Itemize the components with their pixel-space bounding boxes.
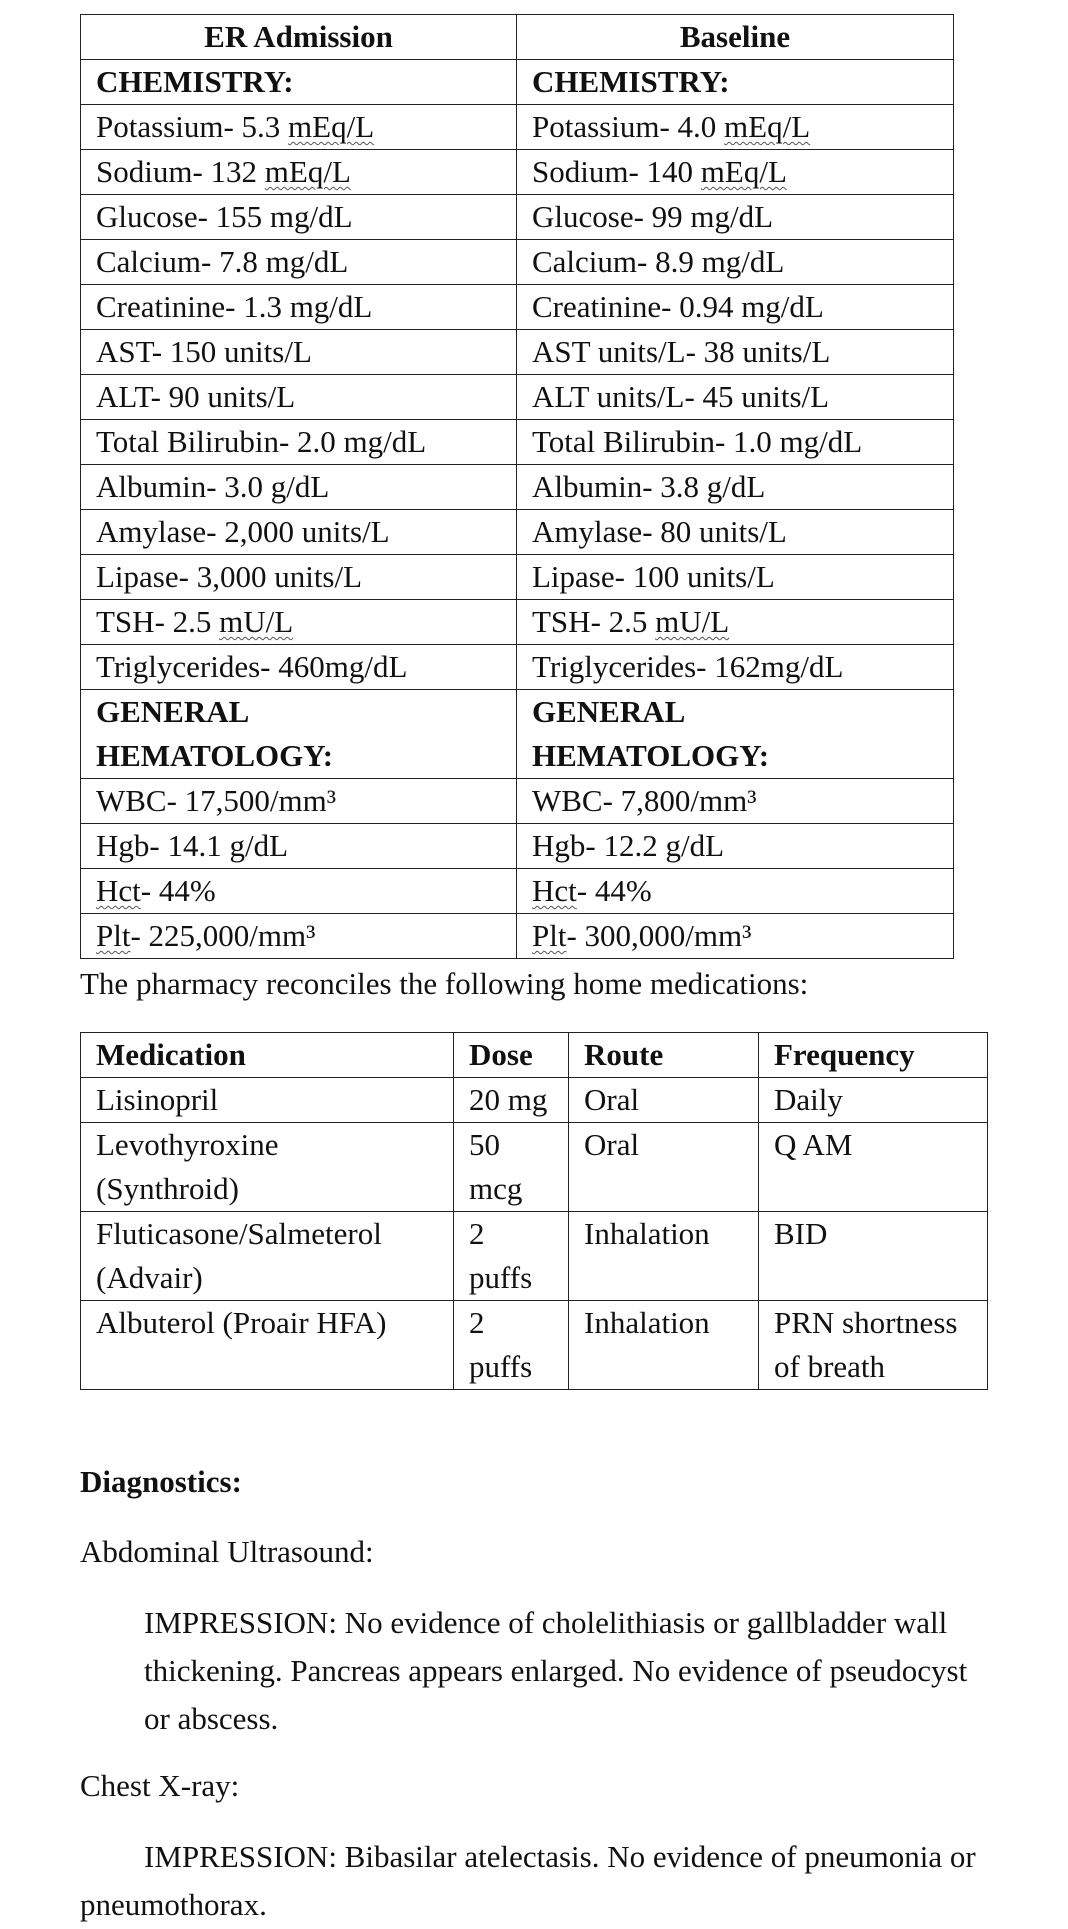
- medication-name: Levothyroxine: [96, 1127, 279, 1162]
- frequency-value: BID: [774, 1216, 828, 1251]
- lab-value-baseline: AST units/L- 38 units/L: [517, 330, 954, 375]
- table-row: [81, 375, 954, 420]
- lab-value-er: Amylase- 2,000 units/L: [81, 510, 517, 555]
- lab-text: - 44%: [576, 873, 652, 908]
- section-label: CHEMISTRY:: [517, 60, 954, 105]
- frequency-cell: [759, 1078, 988, 1123]
- lab-value-baseline: Albumin- 3.8 g/dL: [517, 465, 954, 510]
- medication-name: Lisinopril: [96, 1082, 219, 1117]
- lab-value-er: AST- 150 units/L: [81, 330, 517, 375]
- lab-value-baseline: WBC- 7,800/mm³: [517, 779, 954, 824]
- lab-values-table: [80, 14, 954, 959]
- lab-value-er: Albumin- 3.0 g/dL: [81, 465, 517, 510]
- lab-value-baseline: [517, 105, 954, 150]
- lab-value-er: Glucose- 155 mg/dL: [81, 195, 517, 240]
- section-label-line: GENERAL: [532, 694, 686, 729]
- lab-value-baseline: Glucose- 99 mg/dL: [517, 195, 954, 240]
- table-row: [81, 330, 954, 375]
- lab-text: TSH- 2.5: [96, 604, 220, 639]
- lab-value-er: Creatinine- 1.3 mg/dL: [81, 285, 517, 330]
- lab-value-er: ALT- 90 units/L: [81, 375, 517, 420]
- lab-unit: mU/L: [655, 604, 730, 639]
- lab-abbrev: Hct: [532, 873, 577, 908]
- table-row: [81, 1078, 988, 1123]
- section-label: [517, 690, 954, 779]
- frequency-value-cont: of breath: [774, 1349, 886, 1384]
- lab-text: - 225,000/mm³: [130, 918, 316, 953]
- lab-text: Sodium- 132: [96, 154, 265, 189]
- lab-value-baseline: ALT units/L- 45 units/L: [517, 375, 954, 420]
- lab-value-er: Hgb- 14.1 g/dL: [81, 824, 517, 869]
- lab-text: Potassium- 5.3: [96, 109, 289, 144]
- abdominal-ultrasound-label: Abdominal Ultrasound:: [80, 1534, 374, 1569]
- lab-value-er: [81, 105, 517, 150]
- frequency-value: PRN shortness: [774, 1305, 958, 1340]
- dose-cell: [454, 1123, 569, 1212]
- lab-value-er: [81, 600, 517, 645]
- lab-unit: mEq/L: [724, 109, 811, 144]
- table-row: [81, 285, 954, 330]
- dose-cell: [454, 1078, 569, 1123]
- lab-unit: mEq/L: [288, 109, 375, 144]
- table-row: [81, 1123, 988, 1212]
- medication-cell: [81, 1123, 454, 1212]
- lab-value-baseline: [517, 869, 954, 914]
- lab-value-baseline: [517, 914, 954, 959]
- lab-value-er: [81, 869, 517, 914]
- table-row: [81, 779, 954, 824]
- dose-value: 2: [469, 1305, 485, 1340]
- lab-value-baseline: [517, 600, 954, 645]
- lab-value-er: Total Bilirubin- 2.0 mg/dL: [81, 420, 517, 465]
- lab-value-er: WBC- 17,500/mm³: [81, 779, 517, 824]
- section-label-line: GENERAL: [96, 694, 250, 729]
- lab-value-baseline: Calcium- 8.9 mg/dL: [517, 240, 954, 285]
- lab-abbrev: Hct: [96, 873, 141, 908]
- lab-unit: mU/L: [219, 604, 294, 639]
- lab-value-baseline: Triglycerides- 162mg/dL: [517, 645, 954, 690]
- dose-cell: [454, 1212, 569, 1301]
- lab-value-baseline: Amylase- 80 units/L: [517, 510, 954, 555]
- section-label: CHEMISTRY:: [81, 60, 517, 105]
- table-row: [81, 555, 954, 600]
- lab-value-er: Calcium- 7.8 mg/dL: [81, 240, 517, 285]
- column-header-medication: Medication: [81, 1033, 454, 1078]
- table-row: [81, 195, 954, 240]
- abdominal-ultrasound-impression: IMPRESSION: No evidence of cholelithiasis or gallbladder wall thickening. Pancreas appears enlarged. No evidence of pseudocyst or abscess.: [144, 1605, 968, 1736]
- lab-text: - 44%: [140, 873, 216, 908]
- lab-value-baseline: [517, 150, 954, 195]
- route-cell: Inhalation: [569, 1301, 759, 1390]
- lab-value-er: [81, 914, 517, 959]
- dose-unit: mcg: [469, 1171, 523, 1206]
- lab-value-er: Lipase- 3,000 units/L: [81, 555, 517, 600]
- lab-text: Potassium- 4.0: [532, 109, 725, 144]
- chest-xray-impression: IMPRESSION: Bibasilar atelectasis. No evidence of pneumonia or pneumothorax.: [80, 1839, 976, 1922]
- lab-abbrev: Plt: [96, 918, 131, 953]
- table-row: [81, 420, 954, 465]
- pharmacy-intro-text: The pharmacy reconciles the following home medications:: [80, 966, 809, 1001]
- table-row: [81, 869, 954, 914]
- section-row-chemistry: [81, 60, 954, 105]
- column-header-route: Route: [569, 1033, 759, 1078]
- column-header-er-admission: ER Admission: [81, 15, 517, 60]
- chest-xray-label: Chest X-ray:: [80, 1768, 240, 1803]
- table-row: [81, 150, 954, 195]
- table-row: [81, 510, 954, 555]
- section-label-line: HEMATOLOGY:: [532, 738, 770, 773]
- table-row: [81, 1301, 988, 1390]
- lab-text: - 300,000/mm³: [566, 918, 752, 953]
- lab-value-er: Triglycerides- 460mg/dL: [81, 645, 517, 690]
- dose-value: 2: [469, 1216, 485, 1251]
- home-medications-table: [80, 1032, 988, 1390]
- lab-text: TSH- 2.5: [532, 604, 656, 639]
- medication-brand: (Advair): [96, 1260, 203, 1295]
- table-row: [81, 645, 954, 690]
- frequency-value: Q AM: [774, 1127, 853, 1162]
- table-row: [81, 600, 954, 645]
- table-header-row: [81, 15, 954, 60]
- frequency-cell: [759, 1123, 988, 1212]
- dose-value: 50: [469, 1127, 500, 1162]
- medication-brand: (Synthroid): [96, 1171, 239, 1206]
- table-row: [81, 105, 954, 150]
- section-row-hematology: [81, 690, 954, 779]
- section-label: [81, 690, 517, 779]
- dose-unit: puffs: [469, 1260, 533, 1295]
- dose-cell: [454, 1301, 569, 1390]
- frequency-cell: [759, 1212, 988, 1301]
- medication-name: Albuterol (Proair HFA): [96, 1305, 387, 1340]
- column-header-baseline: Baseline: [517, 15, 954, 60]
- lab-abbrev: Plt: [532, 918, 567, 953]
- route-cell: Oral: [569, 1123, 759, 1212]
- route-cell: Inhalation: [569, 1212, 759, 1301]
- frequency-cell: [759, 1301, 988, 1390]
- medication-cell: [81, 1301, 454, 1390]
- column-header-dose: Dose: [454, 1033, 569, 1078]
- lab-value-er: [81, 150, 517, 195]
- route-cell: Oral: [569, 1078, 759, 1123]
- table-row: [81, 465, 954, 510]
- table-header-row: [81, 1033, 988, 1078]
- lab-value-baseline: Creatinine- 0.94 mg/dL: [517, 285, 954, 330]
- table-row: [81, 1212, 988, 1301]
- table-row: [81, 914, 954, 959]
- diagnostics-heading: Diagnostics:: [80, 1464, 242, 1499]
- lab-unit: mEq/L: [700, 154, 787, 189]
- medication-cell: [81, 1078, 454, 1123]
- dose-value: 20 mg: [469, 1082, 548, 1117]
- dose-unit: puffs: [469, 1349, 533, 1384]
- column-header-frequency: Frequency: [759, 1033, 988, 1078]
- frequency-value: Daily: [774, 1082, 843, 1117]
- lab-value-baseline: Lipase- 100 units/L: [517, 555, 954, 600]
- medication-name: Fluticasone/Salmeterol: [96, 1216, 382, 1251]
- section-label-line: HEMATOLOGY:: [96, 738, 334, 773]
- table-row: [81, 824, 954, 869]
- lab-value-baseline: Total Bilirubin- 1.0 mg/dL: [517, 420, 954, 465]
- table-row: [81, 240, 954, 285]
- lab-value-baseline: Hgb- 12.2 g/dL: [517, 824, 954, 869]
- lab-text: Sodium- 140: [532, 154, 701, 189]
- lab-unit: mEq/L: [264, 154, 351, 189]
- medication-cell: [81, 1212, 454, 1301]
